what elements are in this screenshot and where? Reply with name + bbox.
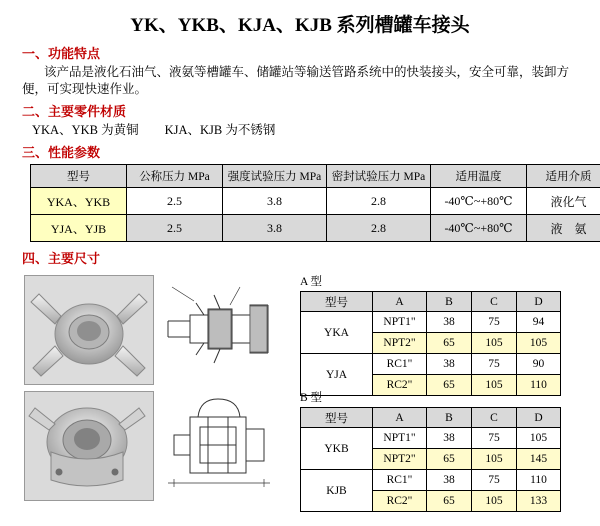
section-heading-dimensions: 四、主要尺寸 <box>22 248 590 267</box>
features-text <box>22 64 586 98</box>
cell-a: RC1" <box>373 470 427 491</box>
cell-model: YJA <box>301 354 373 396</box>
col-medium: 适用介质 <box>527 165 600 188</box>
cell-nominal: 2.5 <box>127 188 223 215</box>
cell-d: 94 <box>517 312 561 333</box>
coupling-drawing-b <box>160 391 278 499</box>
cell-d: 90 <box>517 354 561 375</box>
dimension-group-a <box>300 273 561 396</box>
cell-a: NPT1" <box>373 312 427 333</box>
table-row <box>301 428 561 449</box>
cell-seal: 2.8 <box>327 215 431 242</box>
col-seal-pressure: 密封试验压力 MPa <box>327 165 431 188</box>
cell-c: 75 <box>472 312 517 333</box>
cell-b: 65 <box>427 375 472 396</box>
cell-d: 105 <box>517 428 561 449</box>
performance-table <box>30 164 600 242</box>
table-header-row <box>301 292 561 312</box>
cell-b: 38 <box>427 354 472 375</box>
cell-a: NPT1" <box>373 428 427 449</box>
table-row <box>301 354 561 375</box>
coupling-drawing-a <box>160 275 278 383</box>
cell-medium: 液化气 <box>527 188 600 215</box>
cell-a: NPT2" <box>373 449 427 470</box>
table-row <box>301 312 561 333</box>
col-c: C <box>472 408 517 428</box>
cell-d: 110 <box>517 375 561 396</box>
cell-a: RC2" <box>373 375 427 396</box>
cell-model: YKB <box>301 428 373 470</box>
cell-c: 105 <box>472 333 517 354</box>
cell-b: 65 <box>427 333 472 354</box>
col-a: A <box>373 408 427 428</box>
cell-a: RC1" <box>373 354 427 375</box>
section-heading-performance: 三、性能参数 <box>22 142 590 161</box>
cell-strength: 3.8 <box>223 215 327 242</box>
col-b: B <box>427 408 472 428</box>
cell-a: RC2" <box>373 491 427 512</box>
material-line-a: YKA、YKB 为黄铜 <box>32 123 139 137</box>
table-row <box>301 470 561 491</box>
cell-medium: 液 氨 <box>527 215 600 242</box>
coupling-photo-a <box>24 275 154 385</box>
cell-c: 105 <box>472 449 517 470</box>
col-model: 型号 <box>31 165 127 188</box>
page-title: YK、YKB、KJA、KJB 系列槽罐车接头 <box>10 10 590 37</box>
col-b: B <box>427 292 472 312</box>
cell-c: 75 <box>472 354 517 375</box>
cell-d: 145 <box>517 449 561 470</box>
material-lines <box>32 122 586 139</box>
cell-model: YJA、YJB <box>31 215 127 242</box>
features-body: 该产品是液化石油气、液氨等槽罐车、储罐站等输送管路系统中的快装接头，安全可靠，装卸方便，可实现快速作业。 <box>22 65 569 96</box>
col-strength-pressure: 强度试验压力 MPa <box>223 165 327 188</box>
dimension-table-b <box>300 407 561 512</box>
cell-b: 38 <box>427 428 472 449</box>
cell-strength: 3.8 <box>223 188 327 215</box>
cell-b: 65 <box>427 449 472 470</box>
table-row <box>31 215 600 242</box>
col-c: C <box>472 292 517 312</box>
table-header-row <box>301 408 561 428</box>
cell-temp: -40℃~+80℃ <box>431 215 527 242</box>
cell-temp: -40℃~+80℃ <box>431 188 527 215</box>
cell-c: 75 <box>472 428 517 449</box>
type-label-b: B 型 <box>300 389 561 405</box>
cell-d: 105 <box>517 333 561 354</box>
cell-b: 65 <box>427 491 472 512</box>
cell-c: 105 <box>472 491 517 512</box>
cell-model: YKA、YKB <box>31 188 127 215</box>
cell-nominal: 2.5 <box>127 215 223 242</box>
cell-c: 75 <box>472 470 517 491</box>
dimension-table-a <box>300 291 561 396</box>
section-heading-material: 二、主要零件材质 <box>22 101 590 120</box>
cell-b: 38 <box>427 470 472 491</box>
product-datasheet-page <box>0 10 600 526</box>
coupling-photo-b <box>24 391 154 501</box>
cell-model: KJB <box>301 470 373 512</box>
cell-model: YKA <box>301 312 373 354</box>
cell-a: NPT2" <box>373 333 427 354</box>
table-header-row <box>31 165 600 188</box>
col-nominal-pressure: 公称压力 MPa <box>127 165 223 188</box>
type-label-a: A 型 <box>300 273 561 289</box>
col-d: D <box>517 408 561 428</box>
col-temperature: 适用温度 <box>431 165 527 188</box>
col-model: 型号 <box>301 408 373 428</box>
cell-d: 110 <box>517 470 561 491</box>
dimension-group-b <box>300 389 561 512</box>
table-row <box>31 188 600 215</box>
section-heading-features: 一、功能特点 <box>22 43 590 62</box>
cell-d: 133 <box>517 491 561 512</box>
cell-b: 38 <box>427 312 472 333</box>
cell-c: 105 <box>472 375 517 396</box>
material-line-b: KJA、KJB 为不锈钢 <box>165 123 276 137</box>
col-d: D <box>517 292 561 312</box>
col-a: A <box>373 292 427 312</box>
col-model: 型号 <box>301 292 373 312</box>
cell-seal: 2.8 <box>327 188 431 215</box>
